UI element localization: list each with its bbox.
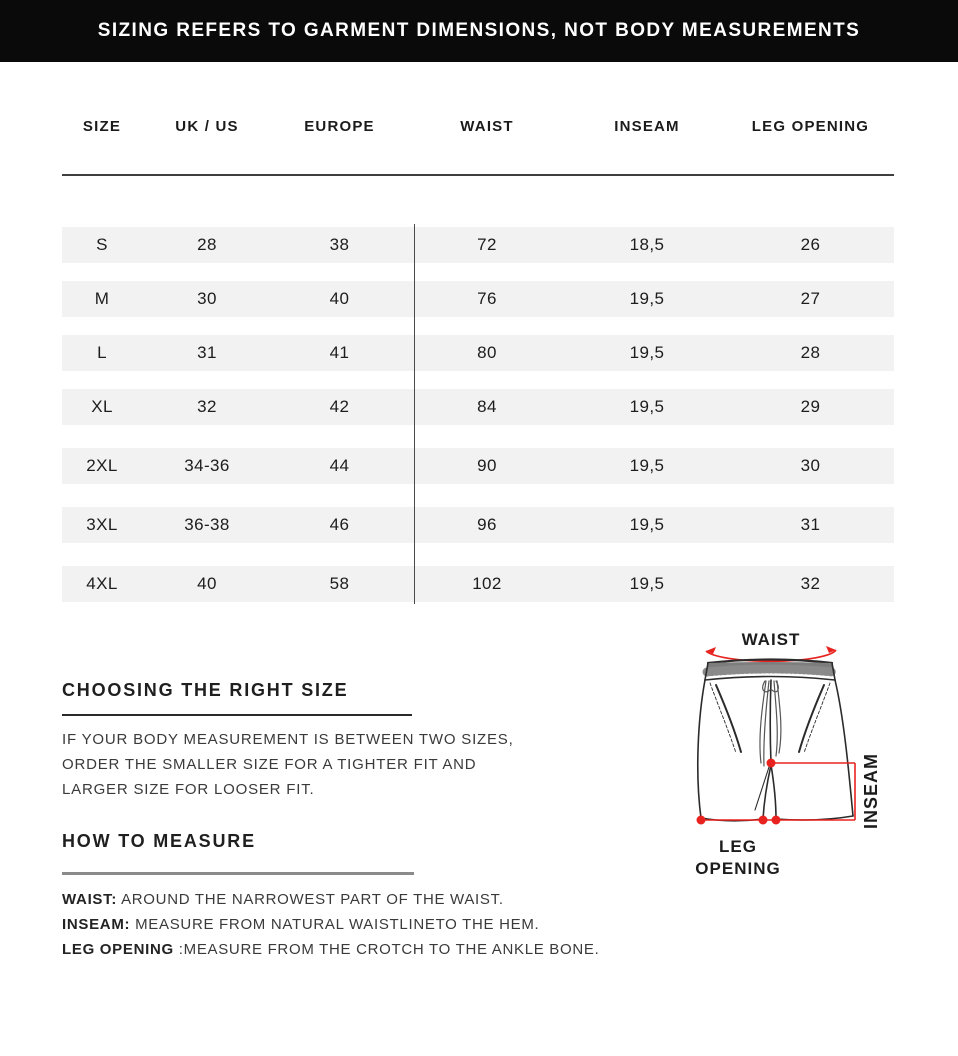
table-cell: 84 [477, 397, 497, 416]
choosing-size-paragraph [62, 727, 622, 802]
inseam-label: INSEAM [861, 752, 881, 830]
table-cell: 76 [477, 289, 497, 308]
table-cell: XL [91, 397, 113, 416]
measure-dots [697, 759, 781, 825]
table-cell: 44 [329, 456, 350, 475]
measure-dot [772, 816, 781, 825]
table-cell: 2XL [86, 456, 118, 475]
table-cell: 38 [329, 235, 350, 254]
table-cell: 72 [477, 235, 497, 254]
table-cell: 19,5 [629, 515, 665, 534]
measure-label: LEG OPENING [62, 941, 174, 958]
table-row [62, 566, 894, 602]
table-cell: 28 [800, 343, 821, 362]
choosing-size-section [62, 680, 622, 802]
measure-label: INSEAM: [62, 916, 131, 933]
table-cell: 80 [477, 343, 497, 362]
table-cell: 27 [800, 289, 821, 308]
table-cell: 3XL [86, 515, 118, 534]
table-cell: 42 [329, 397, 350, 416]
measure-text: MEASURE FROM NATURAL WAISTLINETO THE HEM. [130, 916, 540, 933]
table-cell: 96 [477, 515, 497, 534]
left-side-seam [698, 680, 705, 818]
table-cell: 30 [197, 289, 217, 308]
table-cell: 31 [800, 515, 821, 534]
column-header-leg-opening: LEG OPENING [751, 117, 870, 135]
waist-label: WAIST [741, 630, 801, 649]
table-cell: 58 [329, 574, 350, 593]
column-header-europe: EUROPE [304, 117, 375, 135]
table-cell: M [94, 289, 110, 308]
table-cell: 26 [800, 235, 821, 254]
table-cell: 19,5 [629, 397, 665, 416]
table-cell: 29 [800, 397, 821, 416]
how-to-measure-underline [62, 872, 414, 875]
sizing-disclaimer-banner [0, 0, 958, 62]
table-cell: 102 [472, 574, 502, 593]
table-row [62, 281, 894, 317]
table-cell: 28 [197, 235, 217, 254]
table-cell: 90 [477, 456, 497, 475]
measure-dot [697, 816, 706, 825]
table-cell: 41 [329, 343, 350, 362]
table-row [62, 335, 894, 371]
table-cell: 19,5 [629, 456, 665, 475]
table-cell: 40 [329, 289, 350, 308]
measure-dot [759, 816, 768, 825]
shorts-diagram-svg [668, 613, 958, 893]
choosing-size-title: CHOOSING THE RIGHT SIZE [62, 680, 349, 700]
measure-instruction-leg-opening [62, 937, 682, 962]
sizing-disclaimer-text: SIZING REFERS TO GARMENT DIMENSIONS, NOT BODY MEASUREMENTS [97, 20, 861, 41]
table-row [62, 389, 894, 425]
measure-instructions [62, 887, 682, 962]
size-table-header [62, 113, 894, 139]
measure-dot [767, 759, 776, 768]
leg-opening-label-line2: OPENING [695, 859, 781, 878]
pocket-right [799, 685, 824, 752]
table-row [62, 448, 894, 484]
paragraph-line: LARGER SIZE FOR LOOSER FIT. [62, 781, 315, 798]
table-cell: 32 [800, 574, 821, 593]
right-inner-leg [771, 765, 776, 819]
measure-instruction-waist [62, 887, 682, 912]
shorts-measurement-diagram [668, 613, 958, 893]
column-header-uk-us: UK / US [175, 117, 239, 135]
measure-instruction-inseam [62, 912, 682, 937]
column-header-size: SIZE [82, 117, 122, 135]
crotch-crease [755, 764, 770, 810]
measure-text: AROUND THE NARROWEST PART OF THE WAIST. [117, 891, 504, 908]
table-cell: 40 [197, 574, 217, 593]
waistband-ribbing [707, 669, 833, 672]
table-cell: 19,5 [629, 289, 665, 308]
table-cell: 18,5 [629, 235, 665, 254]
table-header-rule [62, 174, 894, 176]
shorts-outline [698, 660, 853, 821]
size-table-body [62, 227, 894, 603]
table-cell: 46 [329, 515, 350, 534]
table-cell: 19,5 [629, 574, 665, 593]
how-to-measure-title: HOW TO MEASURE [62, 831, 256, 851]
table-cell: 30 [800, 456, 821, 475]
measure-text: :MEASURE FROM THE CROTCH TO THE ANKLE BONE. [173, 941, 600, 958]
measure-label: WAIST: [62, 891, 118, 908]
table-row [62, 507, 894, 543]
waistband [705, 660, 835, 681]
column-header-inseam: INSEAM [614, 117, 680, 135]
paragraph-line: IF YOUR BODY MEASUREMENT IS BETWEEN TWO SIZES, [62, 731, 514, 748]
choosing-size-underline [62, 714, 412, 716]
paragraph-line: ORDER THE SMALLER SIZE FOR A TIGHTER FIT AND [62, 756, 477, 773]
table-cell: L [97, 343, 107, 362]
table-cell: 4XL [86, 574, 118, 593]
right-side-seam [835, 680, 853, 816]
table-cell: 34-36 [184, 456, 230, 475]
table-vertical-divider [414, 224, 415, 604]
table-row [62, 227, 894, 263]
leg-opening-label-line1: LEG [719, 837, 757, 856]
how-to-measure-section [62, 831, 682, 962]
center-seam [770, 680, 771, 763]
table-cell: 32 [197, 397, 217, 416]
column-header-waist: WAIST [460, 117, 514, 135]
table-cell: 36-38 [184, 515, 230, 534]
table-cell: 31 [197, 343, 217, 362]
inseam-line [771, 763, 855, 820]
table-cell: 19,5 [629, 343, 665, 362]
pocket-left [716, 685, 741, 752]
table-cell: S [96, 235, 108, 254]
